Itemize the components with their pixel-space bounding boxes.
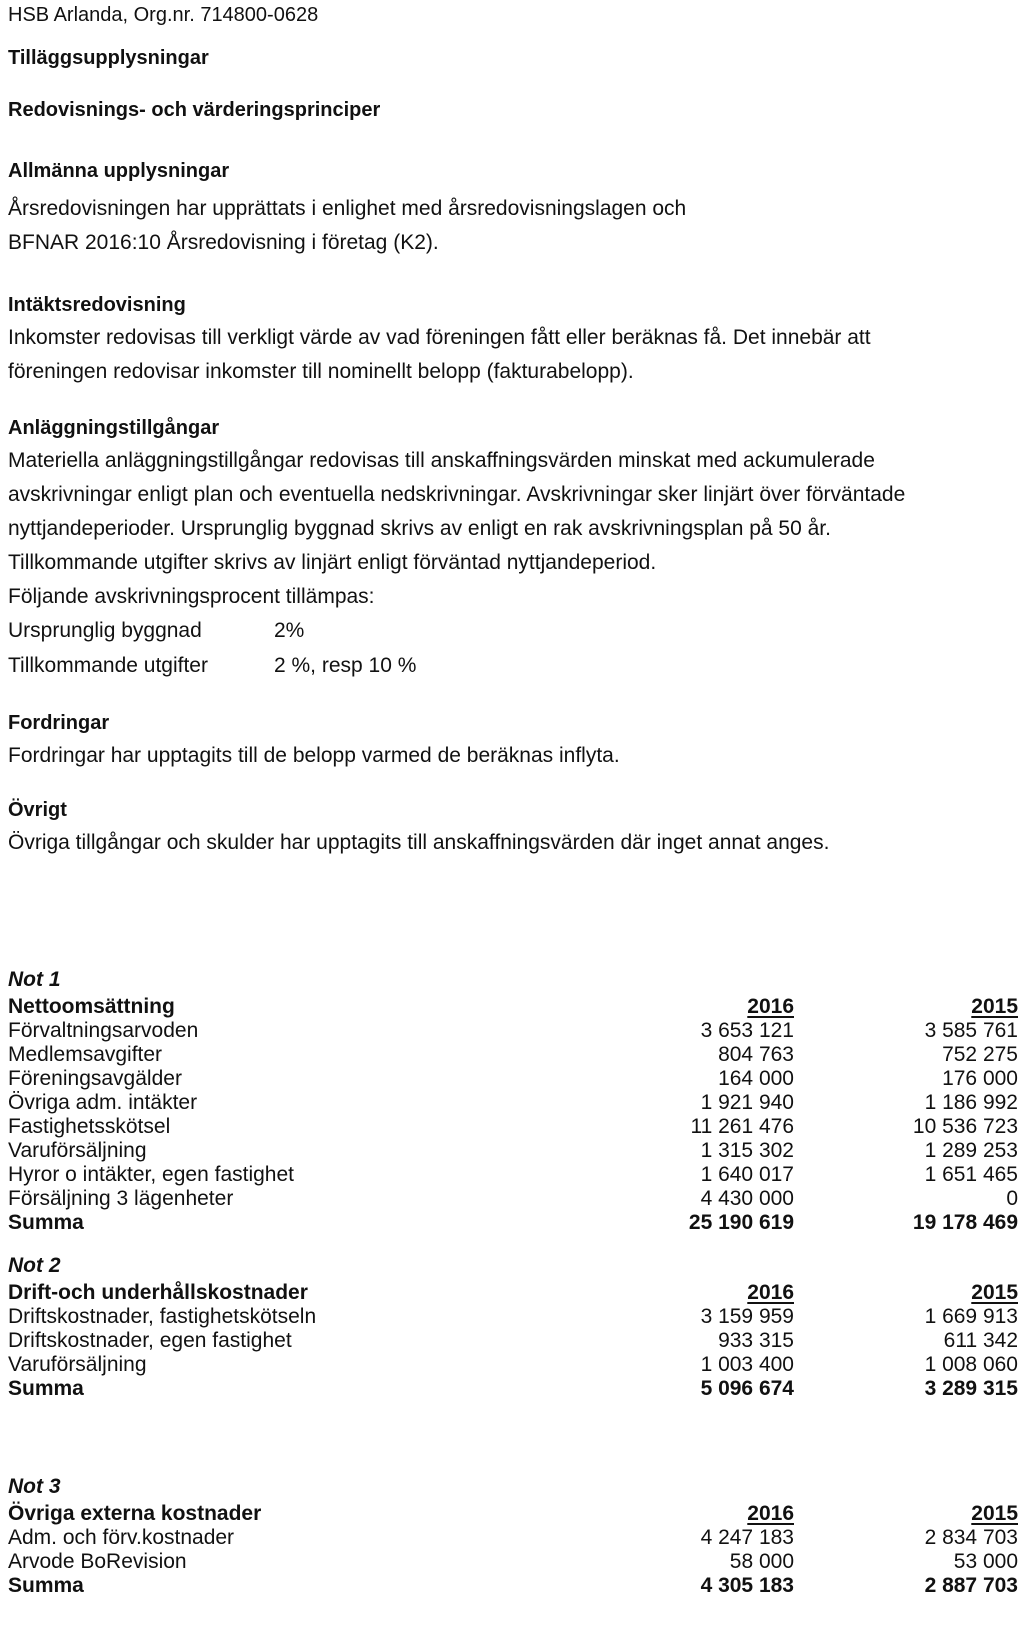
section-title: Redovisnings- och värderingsprinciper bbox=[8, 99, 381, 121]
page-title: Tilläggsupplysningar bbox=[8, 47, 209, 69]
note-title: Drift-och underhållskostnader bbox=[8, 1281, 308, 1304]
sum-label: Summa bbox=[8, 1211, 84, 1234]
table-cell-2016: 11 261 476 bbox=[690, 1115, 794, 1138]
table-cell-2015: 611 342 bbox=[943, 1329, 1018, 1352]
paragraph-line: avskrivningar enligt plan och eventuella nedskrivningar. Avskrivningar sker linjärt över förväntade bbox=[8, 483, 906, 506]
rate-row bbox=[8, 618, 305, 644]
table-row-label: Försäljning 3 lägenheter bbox=[8, 1187, 234, 1210]
table-cell-2016: 1 640 017 bbox=[700, 1163, 794, 1186]
note-number: Not 3 bbox=[8, 1475, 61, 1498]
year-2016-header: 2016 bbox=[747, 1502, 794, 1525]
sum-2016: 4 305 183 bbox=[700, 1574, 794, 1597]
table-cell-2016: 1 003 400 bbox=[700, 1353, 794, 1376]
sum-2015: 19 178 469 bbox=[912, 1211, 1018, 1234]
paragraph-line: Övriga tillgångar och skulder har upptagits till anskaffningsvärden där inget annat anges. bbox=[8, 831, 830, 854]
table-cell-2016: 4 430 000 bbox=[700, 1187, 794, 1210]
table-cell-2015: 752 275 bbox=[942, 1043, 1018, 1066]
table-cell-2015: 2 834 703 bbox=[924, 1526, 1018, 1549]
paragraph-line: föreningen redovisar inkomster till nominellt belopp (fakturabelopp). bbox=[8, 360, 634, 383]
table-cell-2016: 933 315 bbox=[718, 1329, 794, 1352]
table-row-label: Driftskostnader, fastighetskötseln bbox=[8, 1305, 317, 1328]
sum-label: Summa bbox=[8, 1377, 84, 1400]
paragraph-line: Följande avskrivningsprocent tillämpas: bbox=[8, 585, 375, 608]
table-row-label: Arvode BoRevision bbox=[8, 1550, 187, 1573]
year-2015-header: 2015 bbox=[971, 1281, 1018, 1304]
table-row-label: Adm. och förv.kostnader bbox=[8, 1526, 235, 1549]
note-number: Not 2 bbox=[8, 1254, 61, 1277]
table-row-label: Driftskostnader, egen fastighet bbox=[8, 1329, 292, 1352]
table-row-label: Övriga adm. intäkter bbox=[8, 1091, 198, 1114]
paragraph-line: nyttjandeperioder. Ursprunglig byggnad skrivs av enligt en rak avskrivningsplan på 50 år. bbox=[8, 517, 831, 540]
table-row-label: Hyror o intäkter, egen fastighet bbox=[8, 1163, 294, 1186]
note-number: Not 1 bbox=[8, 968, 61, 991]
table-row-label: Förvaltningsarvoden bbox=[8, 1019, 199, 1042]
table-row-label: Varuförsäljning bbox=[8, 1353, 147, 1376]
year-2015-header: 2015 bbox=[971, 1502, 1018, 1525]
sum-2015: 2 887 703 bbox=[924, 1574, 1018, 1597]
table-cell-2015: 1 186 992 bbox=[924, 1091, 1018, 1114]
table-cell-2016: 3 159 959 bbox=[700, 1305, 794, 1328]
table-cell-2015: 3 585 761 bbox=[924, 1019, 1018, 1042]
table-row-label: Medlemsavgifter bbox=[8, 1043, 163, 1066]
table-cell-2015: 0 bbox=[1006, 1187, 1018, 1210]
paragraph-line: Årsredovisningen har upprättats i enlighet med årsredovisningslagen och bbox=[8, 197, 687, 220]
table-cell-2015: 1 289 253 bbox=[924, 1139, 1018, 1162]
rate-value: 2% bbox=[274, 619, 305, 642]
paragraph-line: Inkomster redovisas till verkligt värde av vad föreningen fått eller beräknas få. Det innebär att bbox=[8, 326, 871, 349]
rate-value: 2 %, resp 10 % bbox=[274, 654, 417, 677]
heading-intakt: Intäktsredovisning bbox=[8, 294, 186, 316]
heading-ovrigt: Övrigt bbox=[8, 799, 67, 821]
table-cell-2016: 1 315 302 bbox=[700, 1139, 794, 1162]
rate-row bbox=[8, 653, 417, 679]
heading-allmanna: Allmänna upplysningar bbox=[8, 160, 230, 182]
table-cell-2016: 58 000 bbox=[729, 1550, 794, 1573]
table-cell-2015: 1 669 913 bbox=[924, 1305, 1018, 1328]
year-2015-header: 2015 bbox=[971, 995, 1018, 1018]
table-row-label: Varuförsäljning bbox=[8, 1139, 147, 1162]
rate-label: Tillkommande utgifter bbox=[8, 654, 208, 677]
sum-2015: 3 289 315 bbox=[924, 1377, 1018, 1400]
table-cell-2016: 4 247 183 bbox=[700, 1526, 794, 1549]
table-cell-2015: 1 651 465 bbox=[924, 1163, 1018, 1186]
table-cell-2016: 3 653 121 bbox=[700, 1019, 794, 1042]
table-cell-2016: 164 000 bbox=[718, 1067, 794, 1090]
heading-fordringar: Fordringar bbox=[8, 712, 110, 734]
table-row-label: Föreningsavgälder bbox=[8, 1067, 182, 1090]
sum-label: Summa bbox=[8, 1574, 84, 1597]
paragraph-line: BFNAR 2016:10 Årsredovisning i företag (K2). bbox=[8, 231, 439, 254]
sum-2016: 5 096 674 bbox=[700, 1377, 794, 1400]
table-cell-2016: 1 921 940 bbox=[700, 1091, 794, 1114]
table-cell-2015: 1 008 060 bbox=[924, 1353, 1018, 1376]
heading-anlagg: Anläggningstillgångar bbox=[8, 417, 220, 439]
rate-label: Ursprunglig byggnad bbox=[8, 619, 202, 642]
table-cell-2016: 804 763 bbox=[718, 1043, 794, 1066]
table-cell-2015: 176 000 bbox=[942, 1067, 1018, 1090]
note-title: Nettoomsättning bbox=[8, 995, 175, 1018]
table-row-label: Fastighetsskötsel bbox=[8, 1115, 171, 1138]
org-header: HSB Arlanda, Org.nr. 714800-0628 bbox=[8, 4, 319, 26]
paragraph-line: Materiella anläggningstillgångar redovisas till anskaffningsvärden minskat med ackumulerade bbox=[8, 449, 875, 472]
paragraph-line: Fordringar har upptagits till de belopp varmed de beräknas inflyta. bbox=[8, 744, 620, 767]
year-2016-header: 2016 bbox=[747, 995, 794, 1018]
sum-2016: 25 190 619 bbox=[688, 1211, 794, 1234]
note-title: Övriga externa kostnader bbox=[8, 1502, 262, 1525]
year-2016-header: 2016 bbox=[747, 1281, 794, 1304]
paragraph-line: Tillkommande utgifter skrivs av linjärt enligt förväntad nyttjandeperiod. bbox=[8, 551, 657, 574]
table-cell-2015: 10 536 723 bbox=[912, 1115, 1018, 1138]
table-cell-2015: 53 000 bbox=[953, 1550, 1018, 1573]
